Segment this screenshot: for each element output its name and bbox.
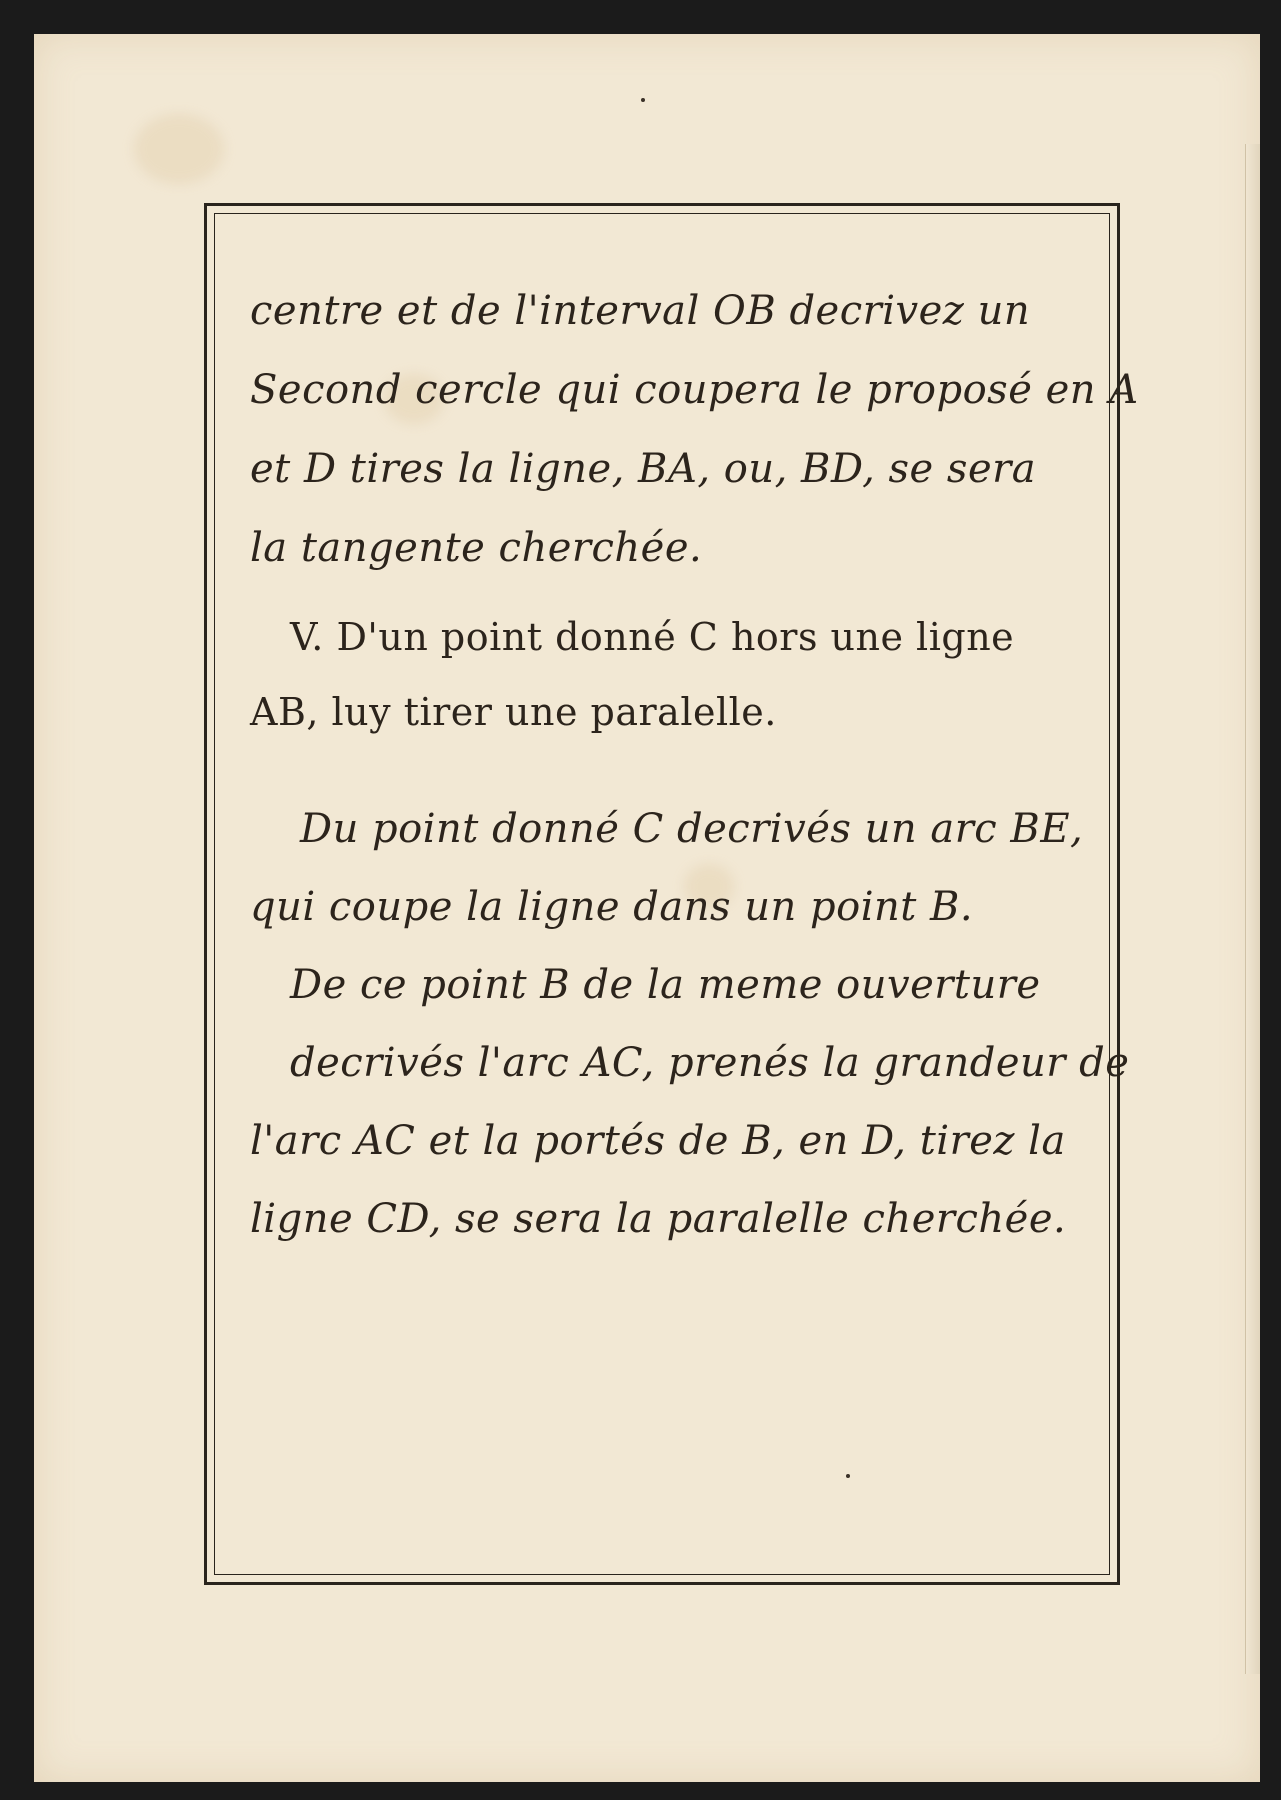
text-line: et D tires la ligne, BA, ou, BD, se sera (250, 446, 1037, 492)
heading-line: V. D'un point donné C hors une ligne (290, 615, 1015, 659)
text-line: la tangente cherchée. (250, 525, 703, 571)
text-line: Second cercle qui coupera le proposé en A (250, 367, 1139, 413)
page-edge (1245, 144, 1260, 1674)
heading-line: AB, luy tirer une paralelle. (250, 690, 777, 734)
ink-dot (641, 98, 645, 102)
text-line: l'arc AC et la portés de B, en D, tirez la (250, 1118, 1066, 1164)
text-line: ligne CD, se sera la paralelle cherchée. (250, 1196, 1067, 1242)
paper-stain (134, 114, 224, 184)
text-line: De ce point B de la meme ouverture (290, 962, 1041, 1008)
paragraph-tangent-conclusion (250, 272, 1139, 588)
problem-heading (250, 600, 1080, 750)
paragraph-parallel-construction (250, 790, 1130, 1258)
text-line: decrivés l'arc AC, prenés la grandeur de (290, 1040, 1130, 1086)
text-line: qui coupe la ligne dans un point B. (250, 884, 974, 930)
text-line: centre et de l'interval OB decrivez un (250, 288, 1031, 334)
text-line: Du point donné C decrivés un arc BE, (300, 806, 1084, 852)
